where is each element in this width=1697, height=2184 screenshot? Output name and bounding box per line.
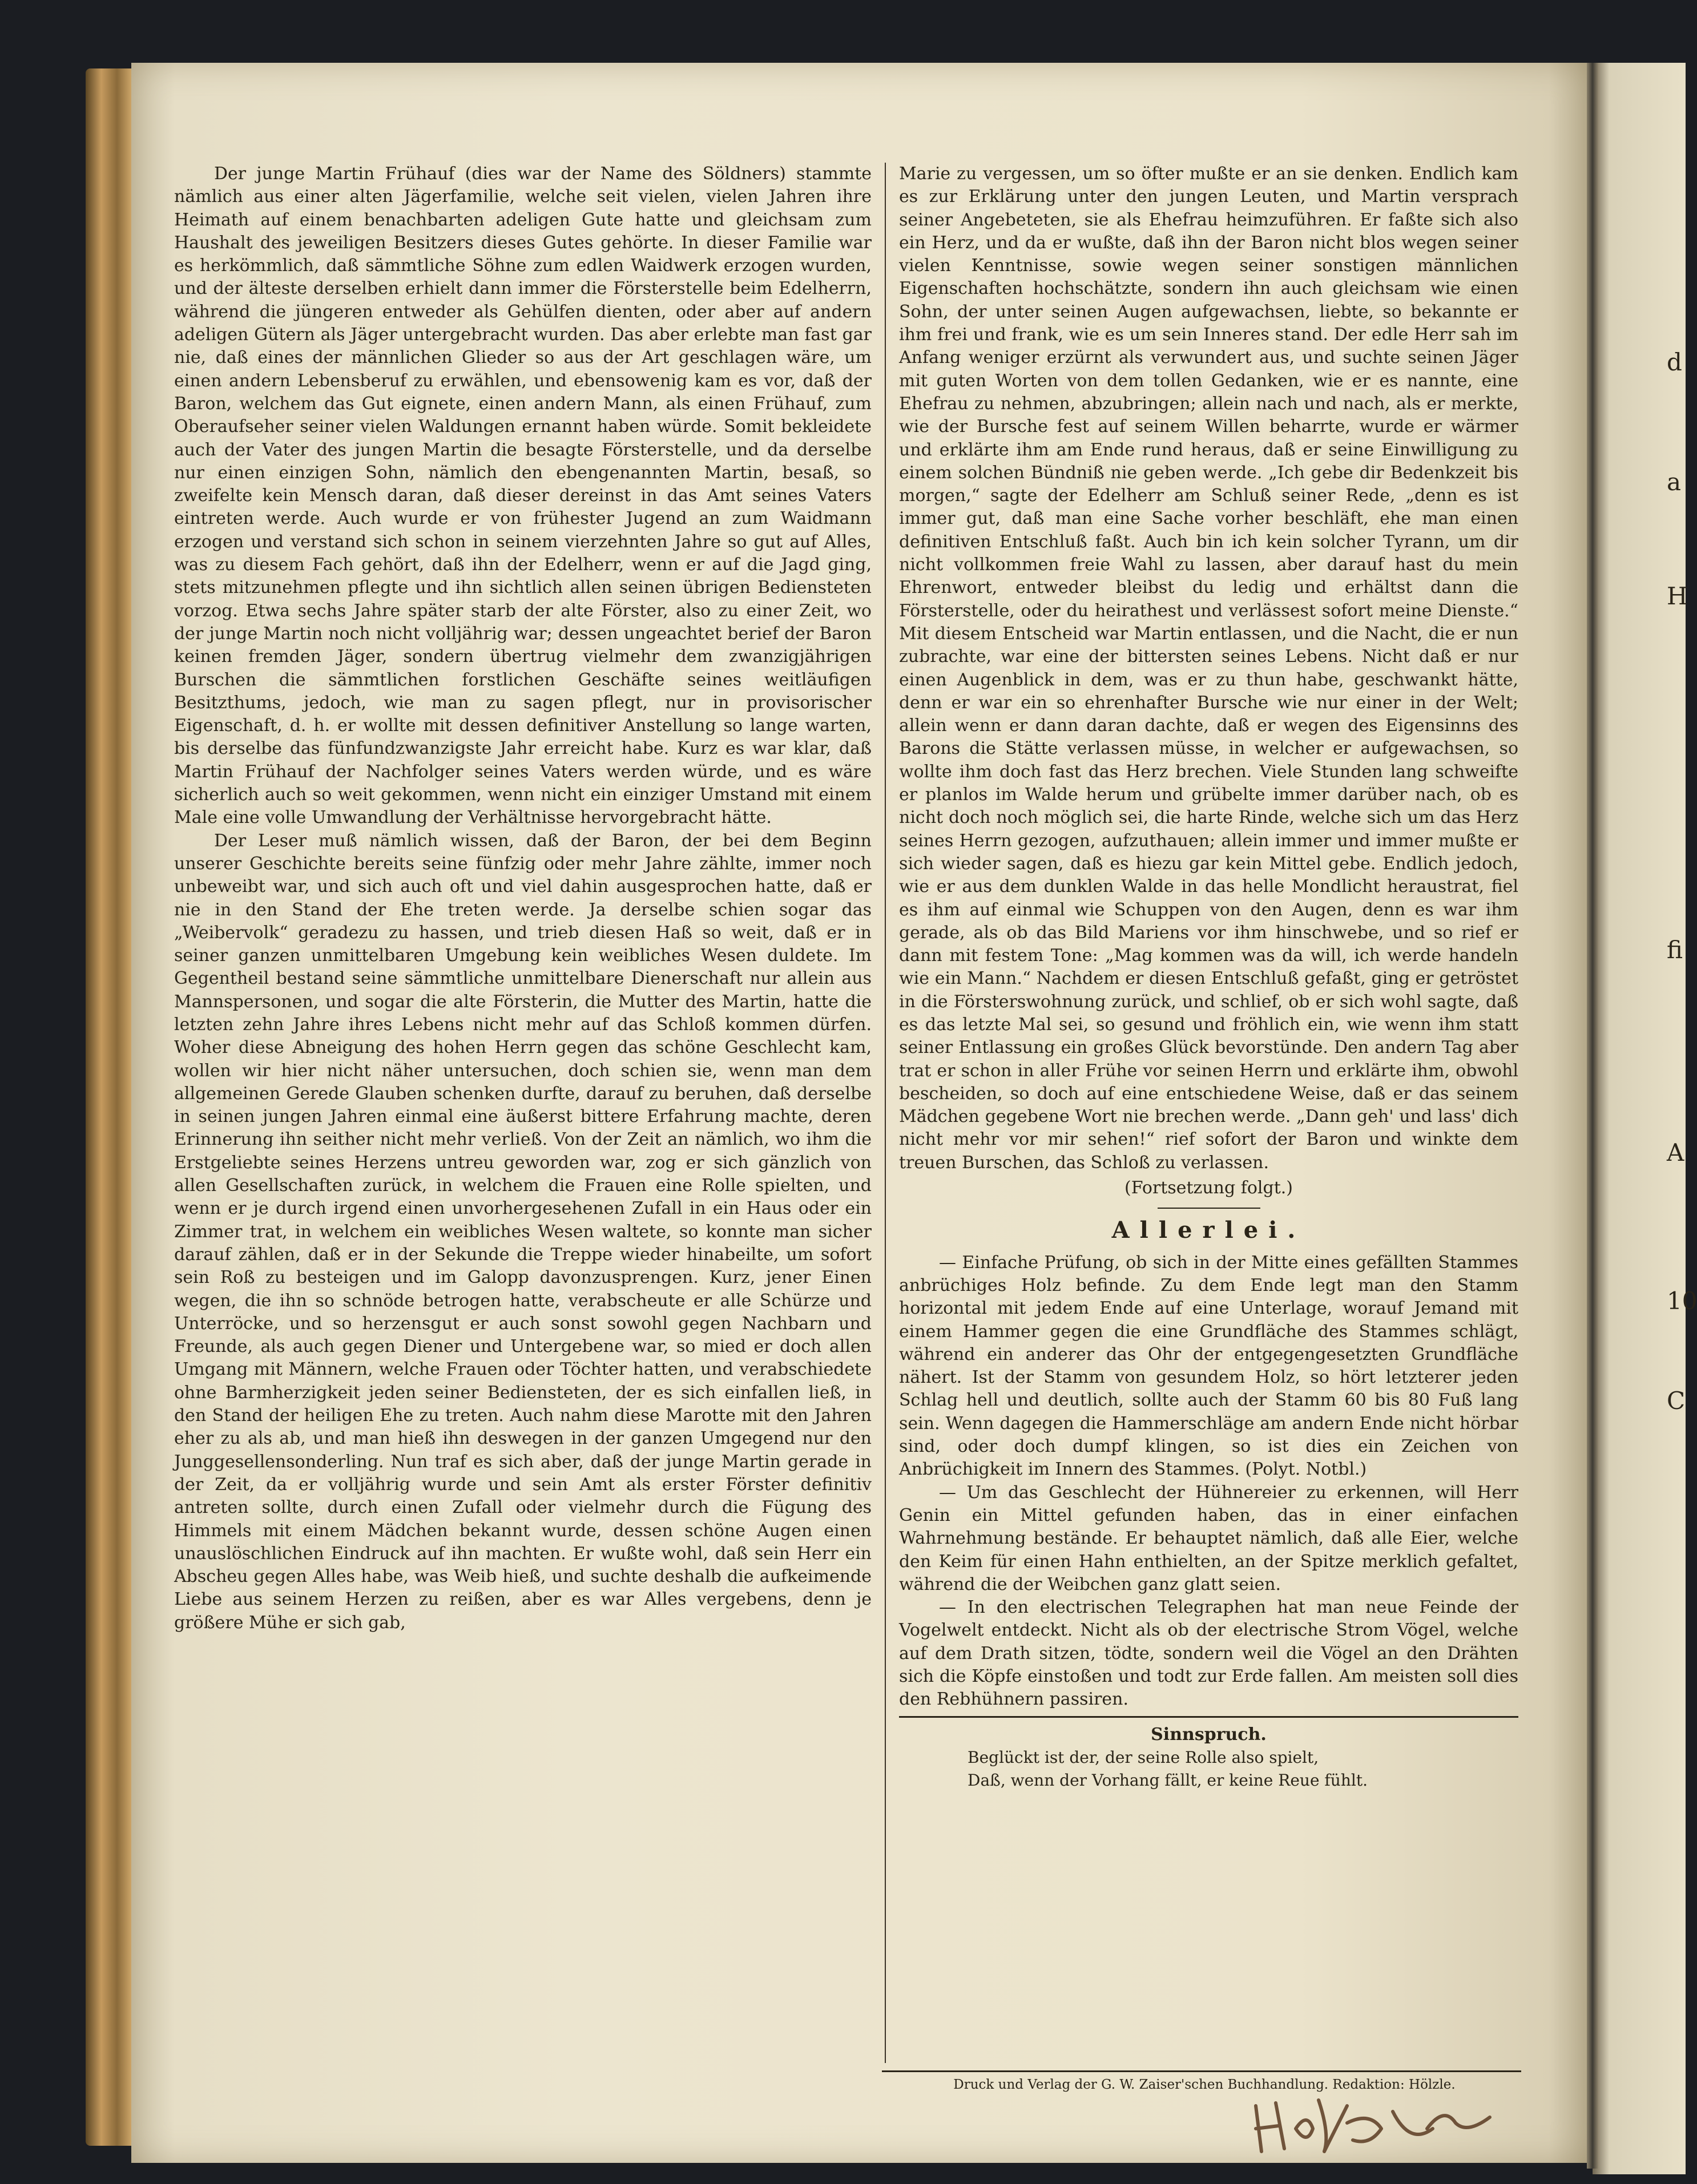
facing-page-fragment: a — [1667, 468, 1682, 496]
motto-line: Daß, wenn der Vorhang fällt, er keine Reue fühlt. — [968, 1771, 1368, 1790]
motto-line: Beglückt ist der, der seine Rolle also spielt, — [968, 1747, 1319, 1767]
motto-divider — [899, 1716, 1518, 1718]
facing-page-fragment: 10 — [1667, 1287, 1697, 1315]
continuation-note: (Fortsetzung folgt.) — [1124, 1178, 1293, 1198]
facing-page-fragment: H — [1667, 582, 1688, 610]
misc-paragraph: — Einfache Prüfung, ob sich in der Mitte eines gefällten Stammes anbrüchiges Holz befinde. Zu dem Ende legt man den Stamm horizontal mit jedem Ende auf eine Unterlage, worauf Jemand mit einem Hammer gegen die eine Grundfläche des Stammes schlägt, während ein anderer das Ohr der entgegengesetzten Grundfläche nähert. Ist der Stamm von gesundem Holz, so hört letzterer jeden Schlag hell und deutlich, sollte auch der Stamm 60 bis 80 Fuß lang sein. Wenn dagegen die Hammerschläge am andern Ende nicht hörbar sind, oder doch dumpf klingen, so ist dies ein Zeichen von Anbrüchigkeit im Innern des Stammes. (Polyt. Notbl.) — [899, 1252, 1518, 1480]
motto-title: Sinnspruch. — [1151, 1724, 1267, 1745]
column-divider — [885, 163, 886, 2063]
imprint-line: Druck und Verlag der G. W. Zaiser'schen Buchhandlung. Redaktion: Hölzle. — [953, 2077, 1456, 2092]
section-title: Allerlei. — [1111, 1217, 1306, 1244]
misc-paragraph: — Um das Geschlecht der Hühnereier zu erkennen, will Herr Genin ein Mittel gefunden haben, das in einer einfachen Wahrnehmung bestände. Er behauptet nämlich, daß alle Eier, welche den Keim für einen Hahn enthielten, an der Spitze merklich gefaltet, während die der Weibchen ganz glatt seien. — [899, 1482, 1518, 1594]
right-column — [899, 163, 1518, 1792]
facing-page-edge — [1593, 63, 1686, 2174]
facing-page-fragment: fi — [1667, 936, 1683, 964]
misc-paragraph: — In den electrischen Telegraphen hat man neue Feinde der Vogelwelt entdeckt. Nicht als ob der electrische Strom Vögel, welche auf dem Drath sitzen, tödte, sondern weil die Vögel an den Drähten sich die Köpfe einstoßen und todt zur Erde fallen. Am meisten soll dies den Rebhühnern passiren. — [899, 1597, 1518, 1710]
page-gutter — [1587, 63, 1598, 2169]
facing-page-fragment: C — [1667, 1387, 1686, 1415]
story-paragraph: Marie zu vergessen, um so öfter mußte er an sie denken. Endlich kam es zur Erklärung unter den jungen Leuten, und Martin versprach seiner Angebeteten, sie als Ehefrau heimzuführen. Er faßte sich also ein Herz, und da er wußte, daß ihn der Baron nicht blos wegen seiner vielen Kenntnisse, sowie wegen seiner sonstigen männlichen Eigenschaften hochschätzte, sondern ihn auch gleichsam wie einen Sohn, der unter seinen Augen aufgewachsen, liebte, so bekannte er ihm frei und frank, wie es um sein Inneres stand. Der edle Herr sah im Anfang weniger erzürnt als verwundert aus, und suchte seinen Jäger mit guten Worten von dem tollen Gedanken, wie er es nannte, eine Ehefrau zu nehmen, abzubringen; allein nach und nach, als er merkte, wie der Bursche fest auf seinem Willen beharrte, wurde er wärmer und erklärte ihm am Ende rund heraus, daß er seine Einwilligung zu einem solchen Bündniß nie geben werde. „Ich gebe dir Bedenkzeit bis morgen,“ sagte der Edelherr am Schluß seiner Rede, „denn es ist immer gut, daß man eine Sache vorher beschläft, ehe man einen definitiven Entschluß faßt. Auch bin ich kein solcher Tyrann, um dir nicht vollkommen freie Wahl zu lassen, aber darauf hast du mein Ehrenwort, entweder bleibst du ledig und erhältst dann die Försterstelle, oder du heirathest und verlässest sofort meine Dienste.“ Mit diesem Entscheid war Martin entlassen, und die Nacht, die er nun zubrachte, war eine der bittersten seines Lebens. Nicht daß er nur einen Augenblick in dem, was er zu thun habe, geschwankt hätte, denn er war ein so ehrenhafter Bursche wie nur einer in der Welt; allein wenn er dann daran dachte, daß er wegen des Eigensinns des Barons die Stätte verlassen müsse, in welcher er aufgewachsen, so wollte ihm doch fast das Herz brechen. Viele Stunden lang schweifte er planlos im Walde herum und grübelte immer darüber nach, ob es nicht doch noch möglich sei, die harte Rinde, welche sich um das Herz seines Herrn gezogen, aufzuthauen; allein immer und immer mußte er sich wieder sagen, daß es hiezu gar kein Mittel gebe. Endlich jedoch, wie er aus dem dunklen Walde in das helle Mondlicht heraustrat, fiel es ihm auf einmal wie Schuppen von den Augen, denn es war ihm gerade, als ob das Bild Mariens vor ihm hinschwebe, und so rief er dann mit festem Tone: „Mag kommen was da will, ich werde handeln wie ein Mann.“ Nachdem er diesen Entschluß gefaßt, ging er getröstet in die Försterswohnung zurück, und schlief, ob er sich wohl sagte, daß es das letzte Mal sei, so gesund und fröhlich ein, wie wenn ihm statt seiner Entlassung ein großes Glück bevorstünde. Den andern Tag aber trat er schon in aller Frühe vor seinen Herrn und erklärte ihm, obwohl bescheiden, so doch auf eine entschiedene Weise, daß er das seinem Mädchen gegebene Wort nie brechen werde. „Dann geh' und lass' dich nicht mehr vor mir sehen!“ rief sofort der Baron und winkte dem treuen Burschen, das Schloß zu verlassen. — [899, 164, 1518, 1173]
facing-page-fragment: A — [1667, 1139, 1684, 1166]
facing-page-fragment: d — [1667, 348, 1682, 376]
imprint-divider — [882, 2070, 1521, 2072]
story-paragraph: Der Leser muß nämlich wissen, daß der Baron, der bei dem Beginn unserer Geschichte bereits seine fünfzig oder mehr Jahre zählte, immer noch unbeweibt war, und sich auch oft und viel dahin ausgesprochen hatte, daß er nie in den Stand der Ehe treten werde. Ja derselbe schien sogar das „Weibervolk“ geradezu zu hassen, und trieb diesen Haß so weit, daß er in seiner ganzen unmittelbaren Umgebung kein weibliches Wesen duldete. Im Gegentheil bestand seine sämmtliche unmittelbare Dienerschaft nur allein aus Mannspersonen, und sogar die alte Försterin, die Mutter des Martin, hatte die letzten zehn Jahre ihres Lebens nicht mehr auf das Schloß kommen dürfen. Woher diese Abneigung des hohen Herrn gegen das schöne Geschlecht kam, wollen wir hier nicht näher untersuchen, doch schien sie, wenn man dem allgemeinen Gerede Glauben schenken durfte, darauf zu beruhen, daß derselbe in seinen jungen Jahren einmal eine äußerst bittere Erfahrung machte, deren Erinnerung ihn seither nicht mehr verließ. Von der Zeit an nämlich, wo ihm die Erstgeliebte seines Herzens untreu geworden war, zog er sich gänzlich von allen Gesellschaften zurück, in welchem die Frauen eine Rolle spielten, und wenn er je durch irgend einen unvorhergesehenen Zufall in ein Haus oder ein Zimmer trat, in welchem ein weibliches Wesen waltete, so konnte man sicher darauf zählen, daß er in der Sekunde die Treppe wieder hinabeilte, um sofort sein Roß zu besteigen und im Galopp davonzusprengen. Kurz, jener Einen wegen, die ihn so schnöde betrogen hatte, verabscheute er alle Schürze und Unterröcke, und so herzensgut er auch sonst sowohl gegen Nachbarn und Freunde, als auch gegen Diener und Untergebene war, so mied er doch allen Umgang mit Männern, welche Frauen oder Töchter hatten, und verabschiedete ohne Barmherzigkeit jeden seiner Bediensteten, der es sich einfallen ließ, in den Stand der heiligen Ehe zu treten. Auch nahm diese Marotte mit den Jahren eher zu als ab, und man hieß ihn deswegen in der ganzen Umgegend nur den Junggesellensonderling. Nun traf es sich aber, daß der junge Martin gerade in der Zeit, da er volljährig wurde und sein Amt als erster Förster definitiv antreten sollte, durch einen Zufall oder vielmehr durch die Fügung des Himmels mit einem Mädchen bekannt wurde, dessen schöne Augen einen unauslöschlichen Eindruck auf ihn machten. Er wußte wohl, daß sein Herr ein Abscheu gegen Alles habe, was Weib hieß, und suchte deshalb die aufkeimende Liebe aus seinem Herzen zu reißen, aber es war Alles vergebens, denn je größere Mühe er sich gab, — [174, 830, 872, 1633]
handwritten-signature — [1244, 2089, 1518, 2157]
section-divider — [1158, 1208, 1260, 1209]
story-paragraph: Der junge Martin Frühauf (dies war der Name des Söldners) stammte nämlich aus einer alten Jägerfamilie, welche seit vielen, vielen Jahren ihre Heimath auf einem benachbarten adeligen Gute hatte und gleichsam zum Haushalt des jeweiligen Besitzers dieses Gutes gehörte. In dieser Familie war es herkömmlich, daß sämmtliche Söhne zum edlen Waidwerk erzogen wurden, und der älteste derselben erhielt dann immer die Försterstelle beim Edelherrn, während die jüngeren entweder als Gehülfen dienten, oder aber auf andern adeligen Gütern als Jäger untergebracht wurden. Das aber erlebte man fast gar nie, daß eines der männlichen Glieder so aus der Art geschlagen wäre, um einen andern Lebensberuf zu erwählen, und ebensowenig kam es vor, daß der Baron, welchem das Gut eignete, einen andern Mann, als einen Frühauf, zum Oberaufseher seiner vielen Waldungen ernannt haben würde. Somit bekleidete auch der Vater des jungen Martin die besagte Försterstelle, und da derselbe nur einen einzigen Sohn, nämlich den ebengenannten Martin, besaß, so zweifelte kein Mensch daran, daß dieser dereinst in das Amt seines Vaters eintreten werde. Auch wurde er von frühester Jugend an zum Waidmann erzogen und verstand sich schon in seinem vierzehnten Jahre so gut auf Alles, was zu diesem Fach gehört, daß ihn der Edelherr, wenn er auf die Jagd ging, stets mitzunehmen pflegte und ihn sichtlich allen seinen übrigen Bediensteten vorzog. Etwa sechs Jahre später starb der alte Förster, also zu einer Zeit, wo der junge Martin noch nicht volljährig war; dessen ungeachtet berief der Baron keinen fremden Jäger, sondern übertrug vielmehr dem zwanzigjährigen Burschen die sämmtlichen forstlichen Geschäfte seines weitläufigen Besitzthums, jedoch, wie man zu sagen pflegt, nur in provisorischer Eigenschaft, d. h. er wollte mit dessen definitiver Anstellung so lange warten, bis derselbe das fünfundzwanzigste Jahr erreicht habe. Kurz es war klar, daß Martin Frühauf der Nachfolger seines Vaters werden würde, und es wäre sicherlich auch so weit gekommen, wenn nicht ein einziger Umstand mit einem Male eine volle Umwandlung der Verhältnisse hervorgebracht hätte. — [174, 164, 872, 828]
left-column — [174, 163, 872, 1634]
